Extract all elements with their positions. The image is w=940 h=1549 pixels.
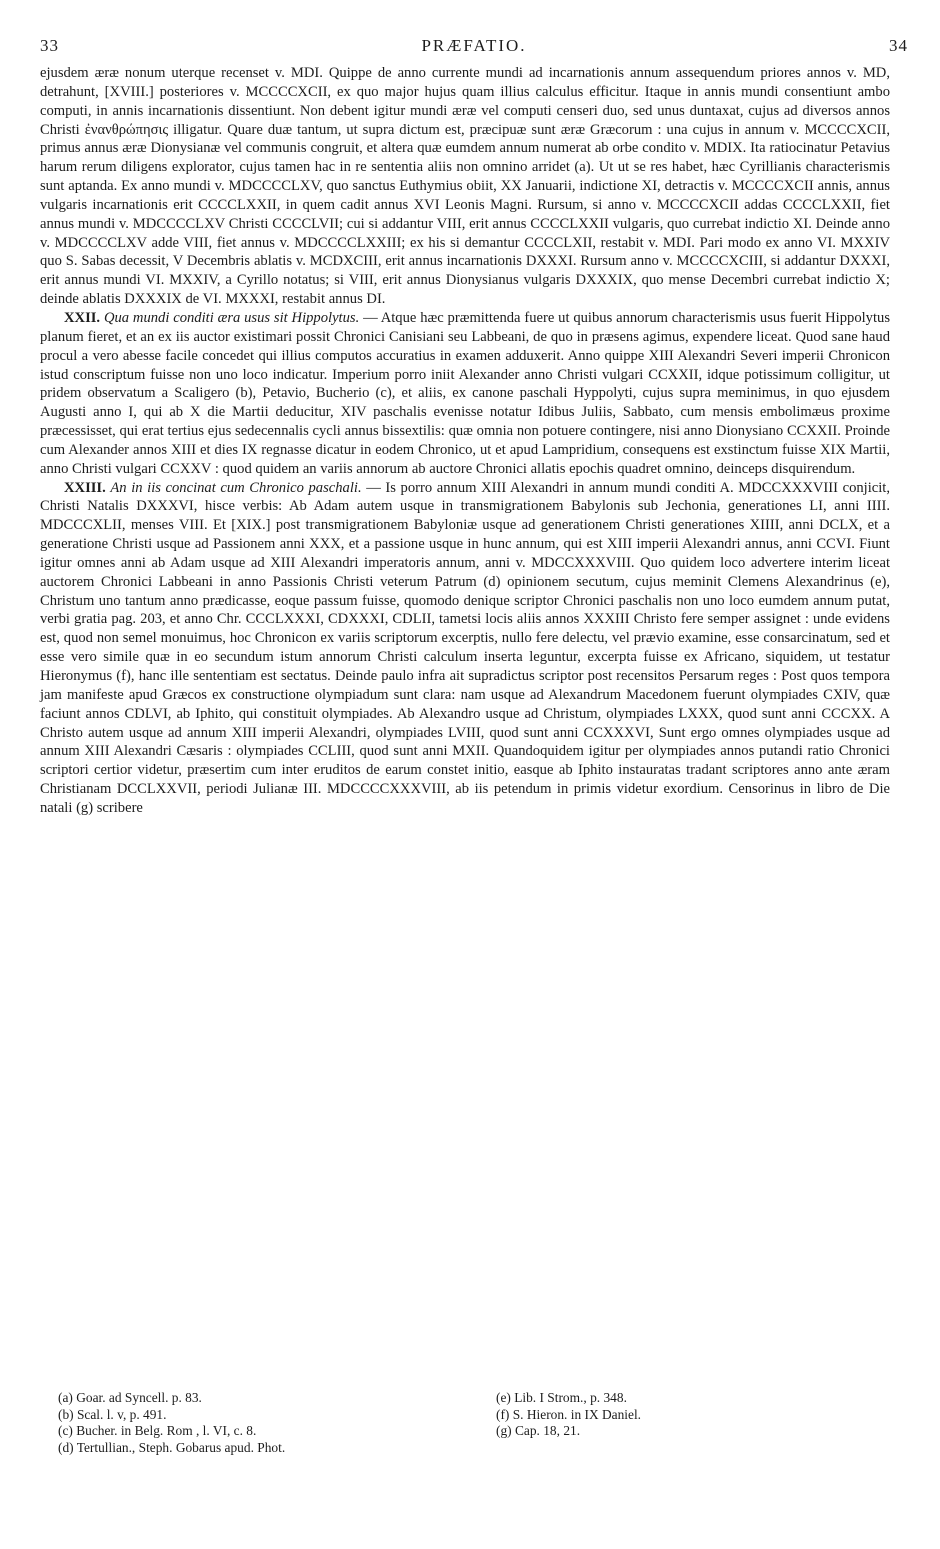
footnote: (b) Scal. l. v, p. 491. xyxy=(58,1406,167,1422)
section-number: XXIII. xyxy=(64,479,106,496)
page-number-right: 34 xyxy=(889,36,908,55)
section-xxii xyxy=(40,309,890,479)
section-title: Qua mundi conditi æra usus sit Hippolytus. xyxy=(103,309,360,326)
section-title: An in iis concinat cum Chronico paschali. xyxy=(110,479,362,496)
section-text: — Atque hæc præmittenda fuere ut quibus annorum characterismis usus fuerit Hippolytus planum fieret, et an ex iis auctor existimari possit Chronici Canisiani seu Labbeani, de quo in præsens agimus, expendere liceat. Quod sane haud procul a vero abesse facile concedet qui illius computos accuratius in examen adduxerit. Anno quippe XIII Alexandri Severi imperii Chronicon istud conscriptum fuisse non uno loco indicatur. Imperium porro iniit Alexander anno Christi vulgari CCXXII, idque potissimum colligitur, ut pridem observatum a Scaligero (b), Petavio, Bucherio (c), et aliis, ex canone paschali Hyppolyti, cujus supra meminimus, in quo ejusdem Augusti anno I, qui ab X die Martii deducitur, XIV paschalis evenisse notatur Idibus Juliis, Sabbato, cum mensis embolimæus proxime præcessisset, qui erat tertius ejus sedecennalis cycli annus bissextilis: quæ omnia non potuere contingere, nisi anno Dionysiano CCXXII. Proinde cum Alexander annos XIII et dies IX regnasse dicatur in eodem Chronico, ut et apud Lampridium, consequens est exstinctum fuisse XIX Martii, anno Christi vulgari CCXXV : quod quidem an variis annorum ab auctore Chronici allatis epochis quadret omnino, deinceps disquirendum. xyxy=(40,309,891,477)
footnotes-right-column xyxy=(496,1390,916,1440)
footnote: (g) Cap. 18, 21. xyxy=(496,1423,581,1439)
section-xxiii xyxy=(40,479,890,818)
section-number: XXII. xyxy=(64,309,101,326)
section-text: — Is porro annum XIII Alexandri in annum mundi conditi A. MDCCXXXVIII conjicit, Christi Natalis DXXXVI, hisce verbis: Ab Adam autem usque in transmigrationem Babylonis sub Jechonia, generationes LI, anni IIII. MDCCCXLII, menses VIII. Et [XIX.] post transmigrationem Babyloniæ usque ad generationem Christi generationes XIIII, anni DCLX, et a generatione Christi usque ad Passionem anni XXX, et a passione usque in hunc annum, qui est XIII imperii Alexandri annus, anni CCVI. Fiunt igitur omnes anni ab Adam usque ad XIII Alexandri imperatoris annum, anni v. MDCCXXXVIII. Quo quidem loco advertere interim liceat auctorem Chronici Labbeani in anno Passionis Christi veterum Patrum (d) opinionem secutum, cujus meminit Clemens Alexandrinus (e), Christum uno tantum anno prædicasse, eoque passum fuisse, quomodo denique scriptor Chronici paschalis non uno loco eumdem annum putat, verbi gratia pag. 203, et anno Chr. CCCLXXXI, CDXXXI, CDLII, tametsi locis aliis annos XXXIII Christo fere semper assignet : unde evidens est, quod non semel monuimus, hoc Chronicon ex variis scriptorum excerptis, nullo fere delectu, vel prævio examine, esse consarcinatum, sed et esse vero simile quæ in eo secundum istum annorum Christi calculum inserta leguntur, excerpta fuisse ex Africano, siquidem, ut testatur Hieronymus (f), hanc ille sententiam est sectatus. Deinde paulo infra ait supradictus scriptor post recensitos Persarum reges : Post quos tempora jam manifeste apud Græcos ex constructione olympiadum sunt clara: nam usque ad Alexandrum Macedonem fuerunt olympiades CXIV, quæ faciunt annos CDLVI, ab Iphito, qui constituit olympiades. Ab Alexandro usque ad Christum, olympiades LXXX, quod sunt anni CCCXX. A Christo autem usque ad annum XIII imperii Alexandri, olympiades LVIII, quod sunt anni CCXXXVI, Sunt ergo omnes olympiades usque ad annum XIII Alexandri Cæsaris : olympiades CCLIII, quod sunt anni MXII. Quandoquidem igitur per olympiades annos putandi ratio Chronici scriptori certior videtur, præsertim cum inter eruditos de earum constet initio, easque ab Iphito instauratas tradant scriptores anno ante æram Christianam DCCLXXVII, periodi Julianæ III. MDCCCCXXXVIII, ab iis petendum in primis videtur exordium. Censorinus in libro de Die natali (g) scribere xyxy=(40,479,891,816)
page-number-left: 33 xyxy=(40,36,59,55)
footnote: (c) Bucher. in Belg. Rom , l. VI, c. 8. xyxy=(58,1423,257,1439)
paragraph-continuation: ejusdem æræ nonum uterque recenset v. MDI. Quippe de anno currente mundi ad incarnationis annum assequendum priores annos v. MD, detrahunt, [XVIII.] posteriores v. MCCCCXCII, ex quo major hujus quam illius calculus efficitur. Itaque in annis mundi consentiunt ambo computi, in annis incarnationis dissentiunt. Non debent igitur mundi æræ vel computi censeri duo, sed unus duntaxat, cujus ad diversos annos Christi ἐνανθρώπησις illigatur. Quare duæ tantum, ut supra dictum est, præcipuæ sunt æræ Græcorum : una cujus in annum v. MCCCCXCII, primus annus æræ Dionysianæ vel communis congruit, et altera quæ eumdem annum numerat ab orbe condito v. MDIX. Ita ratiocinatur Petavius harum rerum diligens explorator, cujus tamen hac in re sententia aliis non omnino arridet (a). Ut ut se res habet, hæc Cyrillianis characterismis sunt aptanda. Ex anno mundi v. MDCCCCLXV, quo sanctus Euthymius obiit, XX Januarii, indictione XI, detractis v. MCCCCXCII annis, annus vulgaris incarnationis erit CCCCLXXII, in quem cadit annus XVI Leonis Magni. Rursum, si anno v. MCCCCXCII addas CCCCLXXII, fiet annus mundi v. MDCCCCLXV Christi CCCCLVII; cui si addantur VIII, erit annus CCCCLXXII vulgaris, quo currebat indictio XI. Deinde anno v. MDCCCCLXV adde VIII, fiet annus v. MDCCCCLXXIII; ex his si demantur CCCCLXII, restabit v. MDI. Pari modo ex anno VI. MXXIV quo S. Sabas decessit, V Decembris ablatis v. MCDXCIII, erit annus incarnationis DXXXI. Rursum anno v. MCCCCXCIII, si addantur DXXXI, erit annus mundi VI. MXXIV, a Cyrillo notatus; si VIII, erit annus Dionysianus vulgaris DXXXIX, quo mense Decembri currebat indictio X; deinde ablatis DXXXIX de VI. MXXXI, restabit annus DI. xyxy=(40,65,890,308)
running-header xyxy=(40,36,908,58)
footnote: (e) Lib. I Strom., p. 348. xyxy=(496,1390,627,1405)
footnote: (f) S. Hieron. in IX Daniel. xyxy=(496,1406,642,1422)
footnote: (d) Tertullian., Steph. Gobarus apud. Phot. xyxy=(58,1439,286,1455)
footnotes-left-column xyxy=(58,1390,478,1456)
running-title: PRÆFATIO. xyxy=(421,36,527,55)
footnote: (a) Goar. ad Syncell. p. 83. xyxy=(58,1390,202,1405)
main-text xyxy=(40,64,890,818)
